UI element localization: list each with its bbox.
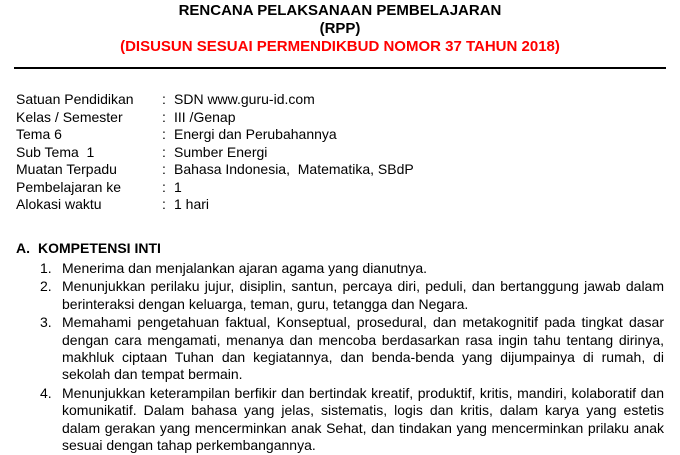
identity-colon: : xyxy=(162,91,166,107)
list-item-number: 4. xyxy=(40,384,52,401)
list-item-text: Menerima dan menjalankan ajaran agama yang dianutnya. xyxy=(62,260,428,276)
list-item xyxy=(40,385,664,455)
identity-row xyxy=(16,109,414,127)
list-item xyxy=(40,278,664,313)
list-item-text: Menunjukkan keterampilan berfikir dan bertindak kreatif, produktif, kritis, mandiri, kolaboratif dan komunikatif. Dalam bahasa yang jelas, sistematis, logis dan kritis, dalam karya yang estetis dalam gerakan yang mencerminkan anak Sehat, dan tindakan yang mencerminkan prilaku anak sesuai dengan tahap perkembangannya. xyxy=(62,384,664,454)
identity-value: Sumber Energi xyxy=(174,143,268,160)
section-title: KOMPETENSI INTI xyxy=(38,240,161,256)
identity-label: Alokasi waktu xyxy=(16,196,102,212)
list-item xyxy=(40,314,664,384)
document-subtitle: (RPP) xyxy=(319,20,361,37)
identity-value: 1 xyxy=(174,178,182,195)
list-item-number: 2. xyxy=(40,278,52,295)
identity-row xyxy=(16,126,414,144)
identity-label: Satuan Pendidikan xyxy=(16,91,134,107)
identity-value: III /Genap xyxy=(174,108,236,125)
identity-colon: : xyxy=(162,196,166,212)
identity-value: Energi dan Perubahannya xyxy=(174,126,337,142)
identity-label: Kelas / Semester xyxy=(16,108,123,125)
header-divider xyxy=(14,67,666,69)
identity-row xyxy=(16,196,414,214)
list-item-number: 1. xyxy=(40,260,52,276)
identity-label: Muatan Terpadu xyxy=(16,161,117,177)
identity-row xyxy=(16,144,414,162)
identity-label: Pembelajaran ke xyxy=(16,178,122,195)
list-item-text: Memahami pengetahuan faktual, Konseptual, prosedural, dan metakognitif pada tingkat dasar dengan cara mengamati, menanya dan mencoba berdasarkan rasa ingin tahu tentang dirinya, makhluk ciptaan Tuhan dan kegiatannya, dan benda-benda yang dijumpainya di rumah, di sekolah dan tempat bermain. xyxy=(62,314,664,383)
identity-value: SDN www.guru-id.com xyxy=(174,91,315,107)
kompetensi-inti-list xyxy=(40,260,664,455)
list-item xyxy=(40,260,664,277)
identity-value: Bahasa Indonesia, Matematika, SBdP xyxy=(174,161,414,177)
identity-colon: : xyxy=(162,108,166,125)
list-item-number: 3. xyxy=(40,314,52,331)
identity-colon: : xyxy=(162,143,166,160)
identity-colon: : xyxy=(162,161,166,177)
identity-value: 1 hari xyxy=(174,196,210,212)
section-heading-kompetensi-inti xyxy=(16,239,161,257)
regulation-note: (DISUSUN SESUAI PERMENDIKBUD NOMOR 37 TAHUN 2018) xyxy=(120,38,560,55)
identity-row xyxy=(16,161,414,179)
document-title: RENCANA PELAKSANAAN PEMBELAJARAN xyxy=(178,2,502,19)
identity-label: Sub Tema 1 xyxy=(16,143,95,160)
identity-row xyxy=(16,179,414,197)
identity-colon: : xyxy=(162,126,166,142)
list-item-text: Menunjukkan perilaku jujur, disiplin, santun, percaya diri, peduli, dan bertanggung jawab dalam berinteraksi dengan keluarga, teman, guru, tetangga dan Negara. xyxy=(62,278,664,312)
identity-colon: : xyxy=(162,178,166,195)
section-letter: A. xyxy=(16,240,30,256)
identity-label: Tema 6 xyxy=(16,126,62,142)
identity-table xyxy=(16,91,414,214)
identity-row xyxy=(16,91,414,109)
